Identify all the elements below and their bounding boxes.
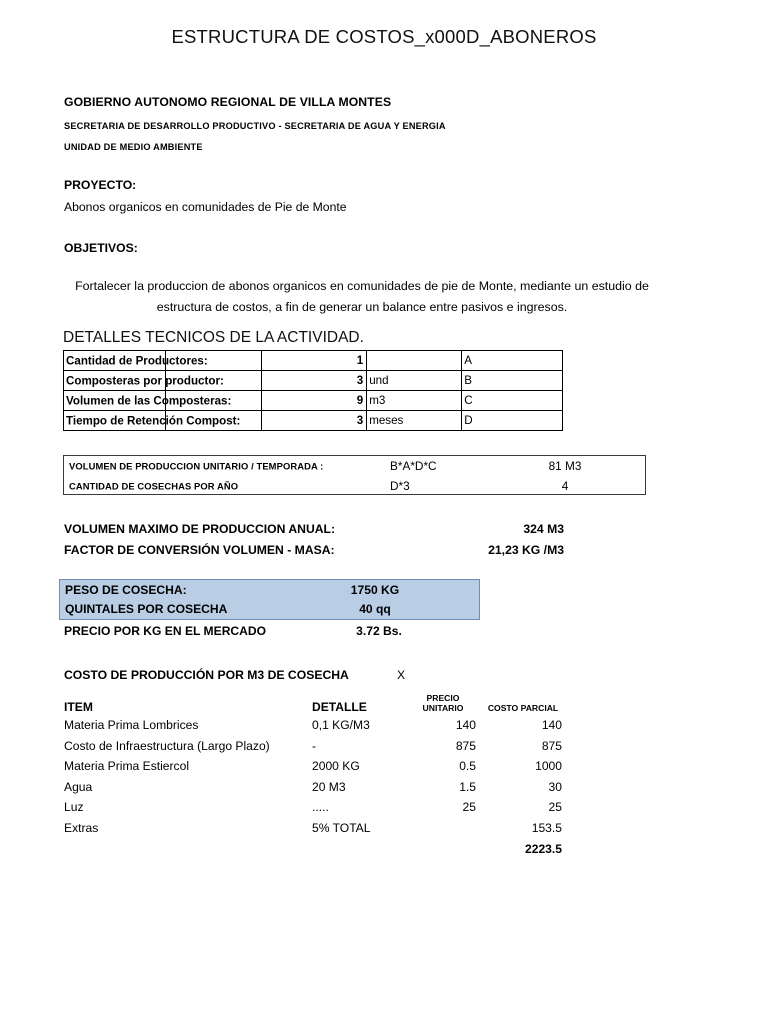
highlight-row-label: QUINTALES POR COSECHA — [65, 602, 228, 617]
cost-total-row — [64, 838, 564, 859]
tech-row-unit — [367, 351, 462, 371]
column-header-detalle: DETALLE — [312, 700, 367, 714]
column-header-item: ITEM — [64, 700, 93, 714]
highlight-row-label: PESO DE COSECHA: — [65, 582, 187, 597]
tech-row-value: 1 — [262, 351, 367, 371]
annual-summary-value: 324 M3 — [523, 522, 564, 536]
cost-row-parcial: 30 — [548, 779, 562, 794]
tech-row-code: D — [462, 411, 563, 431]
volume-row-label: VOLUMEN DE PRODUCCION UNITARIO / TEMPORADA : — [69, 460, 324, 472]
cost-row-detalle: 20 M3 — [312, 779, 346, 794]
page-title: ESTRUCTURA DE COSTOS_x000D_ABONEROS — [171, 26, 597, 47]
volume-row-formula: D*3 — [390, 479, 410, 493]
table-row — [64, 351, 563, 371]
column-header-precio-line2: UNITARIO — [422, 703, 464, 713]
cost-total-detalle — [312, 838, 404, 859]
market-price-value: 3.72 Bs. — [356, 624, 402, 638]
cost-row-precio: 25 — [462, 800, 476, 815]
tech-row-unit: und — [367, 371, 462, 391]
cost-row-parcial: 25 — [548, 800, 562, 815]
table-row — [64, 756, 564, 777]
organization-name: GOBIERNO AUTONOMO REGIONAL DE VILLA MONTES — [64, 95, 392, 109]
cost-row-item: Materia Prima Lombrices — [64, 718, 199, 733]
tech-row-label: Volumen de las Composteras: — [66, 394, 232, 407]
tech-row-code: C — [462, 391, 563, 411]
cost-row-parcial: 153.5 — [531, 820, 562, 835]
production-volume-box — [63, 455, 646, 495]
tech-row-label-cell — [64, 351, 208, 371]
table-row — [64, 736, 564, 757]
volume-row-result: 4 — [561, 479, 569, 493]
cost-row-item: Agua — [64, 779, 93, 794]
volume-row-result: 81 M3 — [548, 459, 582, 473]
cost-row-precio — [404, 818, 482, 839]
volume-row-label: CANTIDAD DE COSECHAS POR AÑO — [69, 480, 239, 492]
organization-subtitle-2: UNIDAD DE MEDIO AMBIENTE — [64, 142, 203, 152]
column-header-precio-unitario — [404, 686, 482, 715]
technical-details-heading: DETALLES TECNICOS DE LA ACTIVIDAD. — [63, 329, 364, 346]
tech-row-label: Cantidad de Productores: — [66, 354, 208, 367]
tech-row-label: Composteras por productor: — [66, 374, 224, 387]
cost-row-detalle: 0,1 KG/M3 — [312, 718, 370, 733]
cost-section-heading: COSTO DE PRODUCCIÓN POR M3 DE COSECHA — [64, 668, 349, 682]
tech-row-label-cell — [64, 411, 241, 431]
cost-row-detalle: 5% TOTAL — [312, 820, 371, 835]
project-value: Abonos organicos en comunidades de Pie de Monte — [64, 200, 347, 214]
organization-subtitle-1: SECRETARIA DE DESARROLLO PRODUCTIVO - SECRETARIA DE AGUA Y ENERGIA — [64, 121, 446, 131]
tech-row-label-cell — [64, 371, 224, 391]
tech-row-label: Tiempo de Retención Compost: — [66, 414, 241, 427]
tech-row-value: 3 — [262, 371, 367, 391]
column-header-precio-line1: PRECIO — [426, 693, 460, 703]
cost-row-item: Costo de Infraestructura (Largo Plazo) — [64, 738, 270, 753]
tech-row-code: B — [462, 371, 563, 391]
cost-total-precio — [404, 838, 482, 859]
cost-row-item: Extras — [64, 820, 99, 835]
objectives-text: Fortalecer la produccion de abonos organicos en comunidades de pie de Monte, mediante un estudio de estructura de costos, a fin de generar un balance entre pasivos e ingresos. — [75, 279, 649, 314]
cost-total-parcial: 2223.5 — [525, 841, 562, 856]
table-row — [64, 391, 563, 411]
table-row — [64, 818, 564, 839]
cost-row-parcial: 140 — [541, 718, 562, 733]
highlight-row-value: 1750 KG — [350, 582, 400, 597]
tech-row-label-cell — [64, 391, 232, 411]
cost-total-item — [64, 838, 312, 859]
annual-summary-value: 21,23 KG /M3 — [488, 543, 564, 557]
objectives-label: OBJETIVOS: — [64, 241, 138, 255]
cost-row-item: Luz — [64, 800, 84, 815]
cost-row-precio: 875 — [455, 738, 476, 753]
cost-breakdown-table — [64, 686, 564, 859]
cost-row-detalle: 2000 KG — [312, 759, 360, 774]
column-header-costo-parcial: COSTO PARCIAL — [487, 703, 559, 713]
technical-details-table — [63, 350, 563, 431]
volume-row — [64, 476, 645, 496]
cost-row-parcial: 875 — [541, 738, 562, 753]
cost-row-parcial: 1000 — [535, 759, 562, 774]
cost-row-item: Materia Prima Estiercol — [64, 759, 190, 774]
table-header-row — [64, 686, 564, 715]
highlight-row — [60, 600, 479, 620]
cost-row-precio: 140 — [455, 718, 476, 733]
cost-row-detalle: - — [312, 738, 317, 753]
highlight-row — [60, 580, 479, 600]
tech-row-value: 9 — [262, 391, 367, 411]
tech-row-unit: meses — [367, 411, 462, 431]
harvest-highlight-box — [59, 579, 480, 620]
market-price-label: PRECIO POR KG EN EL MERCADO — [64, 624, 267, 638]
table-row — [64, 797, 564, 818]
table-row — [64, 371, 563, 391]
table-row — [64, 715, 564, 736]
highlight-row-value: 40 qq — [359, 602, 391, 617]
volume-row-formula: B*A*D*C — [390, 459, 437, 473]
cost-row-precio: 0.5 — [459, 759, 476, 774]
volume-row — [64, 456, 645, 476]
cost-row-detalle: ..... — [312, 800, 329, 815]
tech-row-code: A — [462, 351, 563, 371]
table-row — [64, 777, 564, 798]
tech-row-unit: m3 — [367, 391, 462, 411]
table-row — [64, 411, 563, 431]
cost-section-marker: X — [397, 668, 406, 682]
cost-row-precio: 1.5 — [459, 779, 476, 794]
annual-summary-label: FACTOR DE CONVERSIÓN VOLUMEN - MASA: — [64, 543, 335, 557]
tech-row-value: 3 — [262, 411, 367, 431]
project-label: PROYECTO: — [64, 178, 137, 192]
annual-summary-label: VOLUMEN MAXIMO DE PRODUCCION ANUAL: — [64, 522, 336, 536]
